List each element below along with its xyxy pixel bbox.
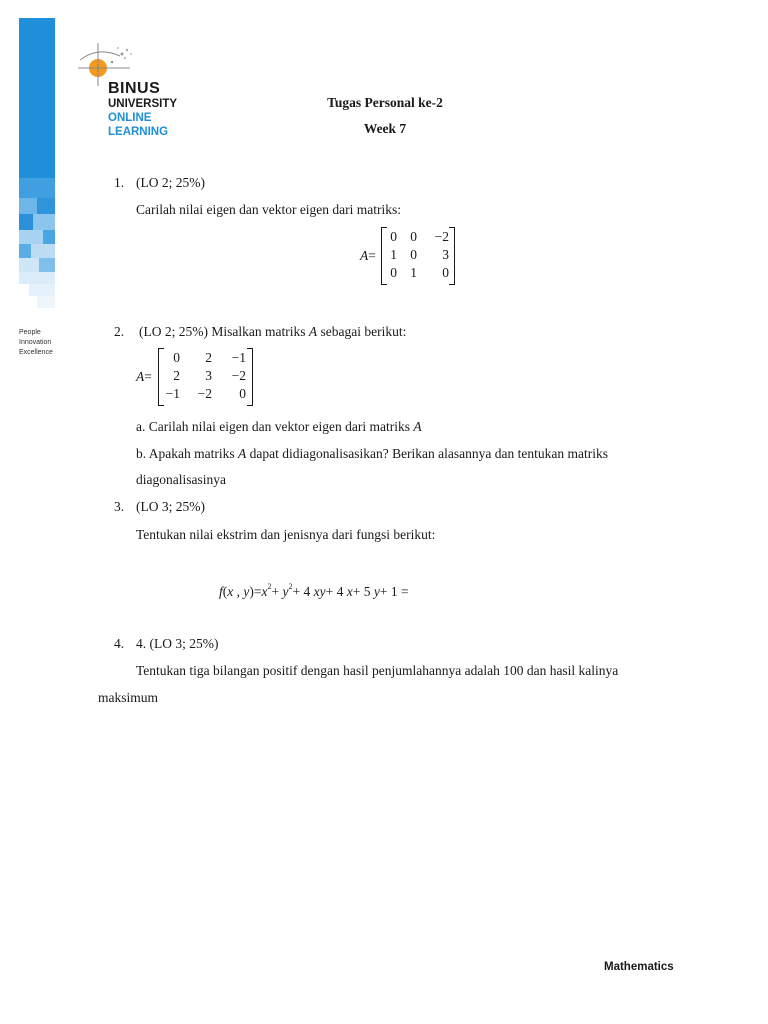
matrix-cell: 0 (390, 229, 397, 244)
document-week: Week 7 (363, 121, 407, 136)
logo-binus: BINUS (108, 80, 161, 97)
sidebar-brand-strip (19, 18, 55, 316)
matrix-cell: −2 (197, 386, 212, 401)
matrix-cell: 0 (442, 265, 449, 280)
tagline-line: People (19, 329, 41, 336)
q2-lo: (LO 2; 25%) Misalkan matriks A sebagai berikut: (139, 324, 407, 339)
logo-learning: LEARNING (108, 126, 169, 138)
logo-online: ONLINE (108, 112, 152, 124)
matrix-cell: 0 (410, 229, 417, 244)
sidebar-blue-bar (19, 18, 55, 178)
q2-part-b: b. Apakah matriks A dapat didiagonalisasikan? Berikan alasannya dan tentukan matriks (136, 446, 608, 461)
q4-text-cont: maksimum (98, 690, 158, 705)
q1-number: 1. (114, 175, 125, 190)
q1-matrix (381, 227, 455, 285)
logo-university: UNIVERSITY (108, 98, 178, 110)
tagline (19, 328, 53, 358)
matrix-cell: 2 (205, 350, 212, 365)
q4-number: 4. (114, 636, 125, 651)
matrix-cell: −1 (231, 350, 246, 365)
matrix-cell: 0 (239, 386, 246, 401)
q3-text: Tentukan nilai ekstrim dan jenisnya dari fungsi berikut: (136, 527, 436, 542)
q1-lo: (LO 2; 25%) (136, 175, 205, 190)
matrix-cell: −2 (434, 229, 449, 244)
sidebar-pixel-blocks (19, 178, 55, 316)
matrix-cell: 1 (410, 265, 417, 280)
matrix-cell: 3 (442, 247, 449, 262)
q2-part-a: a. Carilah nilai eigen dan vektor eigen dari matriks A (136, 419, 422, 434)
tagline-line: Innovation (19, 339, 52, 346)
q3-number: 3. (114, 499, 125, 514)
matrix-cell: 0 (410, 247, 417, 262)
logo-wordmark (108, 80, 177, 139)
q3-function: f(x , $y)=x^2+ y^2+ 4$ xy+ 4 x+ 5 y+ 1 = (219, 582, 409, 599)
matrix-cell: 2 (173, 368, 180, 383)
matrix-cell: 1 (390, 247, 397, 262)
matrix-cell: −2 (231, 368, 246, 383)
matrix-cell: 0 (390, 265, 397, 280)
q4-text: Tentukan tiga bilangan positif dengan hasil penjumlahannya adalah 100 dan hasil kalinya (136, 663, 619, 678)
matrix-cell: 0 (173, 350, 180, 365)
document-title: Tugas Personal ke-2 (327, 95, 443, 110)
q2-part-b-cont: diagonalisasinya (136, 472, 226, 487)
matrix-cell: 3 (205, 368, 212, 383)
q3-lo: (LO 3; 25%) (136, 499, 205, 514)
footer-subject: Mathematics (604, 961, 674, 973)
q2-matrix-label: A= (136, 369, 152, 384)
q4-lo: 4. (LO 3; 25%) (136, 636, 219, 651)
q1-matrix-label: A= (360, 248, 376, 263)
tagline-line: Excellence (19, 349, 53, 356)
q2-number: 2. (114, 324, 125, 339)
q1-text: Carilah nilai eigen dan vektor eigen dari matriks: (136, 202, 402, 217)
matrix-cell: −1 (165, 386, 180, 401)
q2-matrix (158, 348, 253, 406)
